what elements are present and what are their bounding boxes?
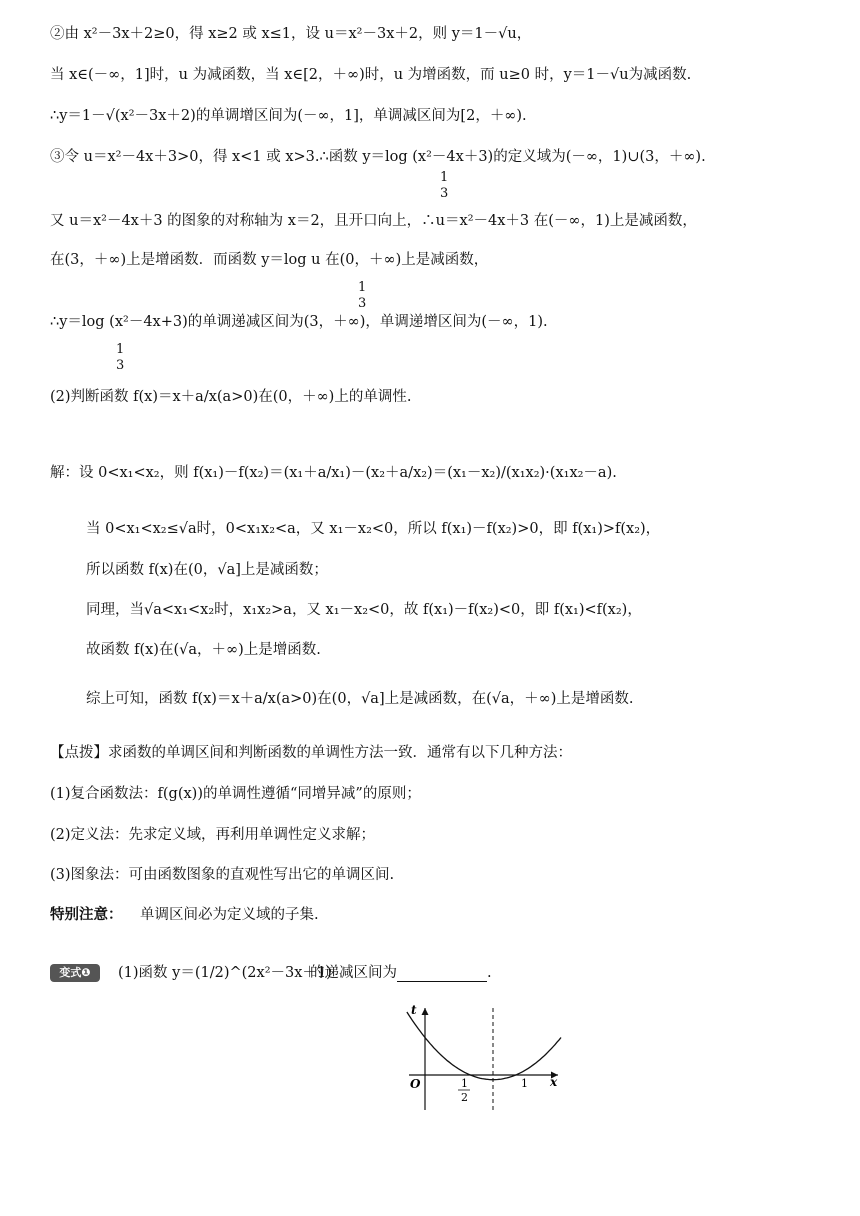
log-base-3: 1 3	[116, 342, 125, 373]
text-line-9: 解：设 0<x₁<x₂，则 f(x₁)－f(x₂)＝(x₁＋a/x₁)－(x₂＋a/x₂)＝(x₁－x₂)/(x₁x₂)·(x₁x₂－a).	[50, 465, 617, 481]
text-line-14: 综上可知，函数 f(x)＝x＋a/x(a>0)在(0，√a]上是减函数，在(√a，＋∞)上是增函数.	[86, 691, 634, 707]
variant-badge: 变式❶	[50, 964, 100, 982]
text-line-6: 在(3，＋∞)上是增函数．而函数 y＝log u 在(0，＋∞)上是减函数，	[50, 252, 489, 268]
parabola-figure	[395, 998, 585, 1118]
text-line-17: (2)定义法：先求定义域，再利用单调性定义求解；	[50, 827, 376, 843]
special-note-label: 特别注意：	[50, 907, 123, 923]
text-line-1: ②由 x²－3x＋2≥0，得 x≥2 或 x≤1，设 u＝x²－3x＋2，则 y＝1－√u，	[50, 26, 532, 42]
exercise-suffix: 的递减区间为 .	[310, 965, 492, 981]
text-line-15: 【点拨】求函数的单调区间和判断函数的单调性方法一致．通常有以下几种方法：	[50, 745, 572, 761]
text-line-12: 同理，当√a<x₁<x₂时，x₁x₂>a，又 x₁－x₂<0，故 f(x₁)－f(x₂)<0，即 f(x₁)<f(x₂)，	[86, 602, 642, 618]
parabola-curve	[407, 1012, 561, 1080]
special-note-text: 单调区间必为定义域的子集.	[140, 907, 319, 923]
text-line-3: ∴y＝1－√(x²－3x＋2)的单调增区间为(－∞，1]，单调减区间为[2，＋∞).	[50, 108, 527, 124]
answer-blank[interactable]	[397, 967, 487, 982]
text-line-11: 所以函数 f(x)在(0，√a]上是减函数；	[86, 562, 328, 578]
tick-one-label: 1	[521, 1077, 528, 1090]
exercise-question: (1)函数 y＝(1/2)^(2x²－3x＋1)	[118, 965, 332, 981]
log-base-1: 1 3	[440, 170, 449, 201]
text-line-2: 当 x∈(－∞，1]时，u 为减函数，当 x∈[2，＋∞)时，u 为增函数，而 u≥0 时，y＝1－√u为减函数.	[50, 67, 692, 83]
text-line-4: ③令 u＝x²－4x＋3>0，得 x<1 或 x>3.∴函数 y＝log (x²－4x＋3)的定义域为(－∞，1)∪(3，＋∞).	[50, 149, 706, 165]
origin-label: O	[410, 1077, 421, 1091]
text-line-7: ∴y＝log (x²－4x+3)的单调递减区间为(3，＋∞)，单调递增区间为(－∞，1).	[50, 314, 548, 330]
text-line-5: 又 u＝x²－4x＋3 的图象的对称轴为 x＝2，且开口向上，∴u＝x²－4x＋3 在(－∞，1)上是减函数，	[50, 213, 697, 229]
text-line-16: (1)复合函数法：f(g(x))的单调性遵循“同增异减”的原则；	[50, 786, 421, 802]
text-line-18: (3)图象法：可由函数图象的直观性写出它的单调区间.	[50, 867, 395, 883]
text-line-10: 当 0<x₁<x₂≤√a时，0<x₁x₂<a，又 x₁－x₂<0，所以 f(x₁)－f(x₂)>0，即 f(x₁)>f(x₂)，	[86, 521, 661, 537]
x-axis-label: x	[550, 1075, 558, 1089]
text-line-13: 故函数 f(x)在(√a，＋∞)上是增函数.	[86, 642, 321, 658]
text-line-8: (2)判断函数 f(x)＝x＋a/x(a>0)在(0，＋∞)上的单调性.	[50, 389, 412, 405]
y-axis-label: t	[411, 1003, 417, 1017]
log-base-2: 1 3	[358, 280, 367, 311]
tick-half-num: 1	[461, 1077, 468, 1090]
tick-half-den: 2	[461, 1091, 468, 1104]
